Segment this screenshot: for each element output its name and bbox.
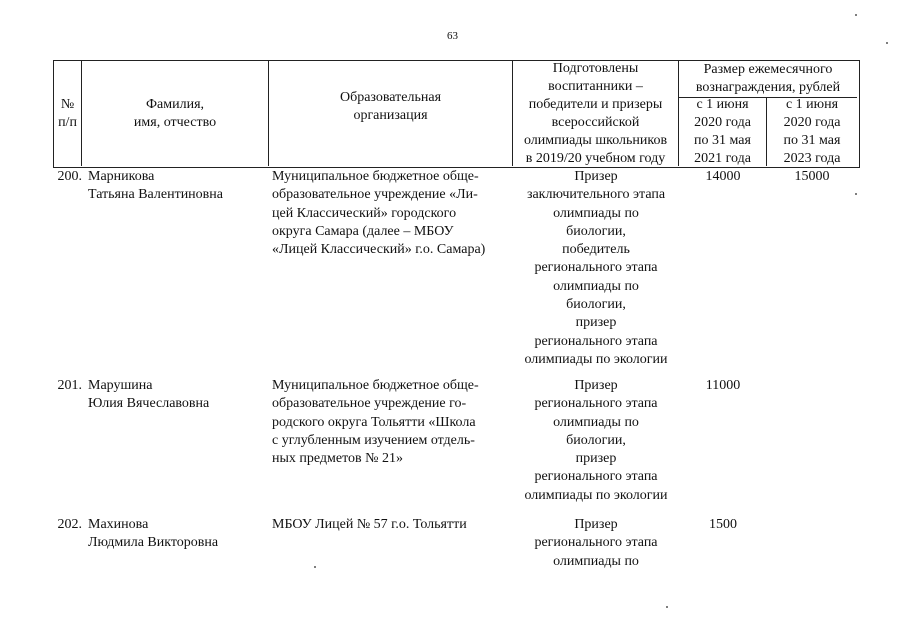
row-name: Махинова Людмила Викторовна [88, 517, 219, 551]
row-org: МБОУ Лицей № 57 г.о. Тольятти [272, 517, 467, 532]
row-num: 201. [57, 378, 82, 393]
scan-speck [886, 42, 888, 44]
header-period2-label: с 1 июня 2020 года по 31 мая 2023 года [783, 96, 841, 166]
scan-speck [855, 193, 857, 195]
row-org: Муниципальное бюджетное обще- образовательное учреждение го- родского округа Тольятти «Школа с углубленным изучением отдель- ных предметов № 21» [272, 378, 479, 467]
header-achievement [513, 61, 679, 166]
header-num [54, 61, 82, 166]
row-name: Марникова Татьяна Валентиновна [88, 169, 223, 203]
header-org [269, 61, 513, 166]
row-achievement: Призер регионального этапа олимпиады по [534, 517, 658, 569]
scan-speck [855, 14, 857, 16]
header-org-label: Образовательная организация [339, 90, 442, 123]
header-achievement-label: Подготовлены воспитанники – победители и призеры всероссийской олимпиады школьников в 2019/20 учебном году [523, 60, 668, 166]
header-name-label: Фамилия, имя, отчество [133, 96, 217, 130]
row-amount1: 1500 [709, 517, 737, 532]
row-num: 202. [57, 517, 82, 532]
header-period1 [679, 97, 767, 166]
row-amount1: 11000 [705, 378, 741, 393]
row-name: Марушина Юлия Вячеславовна [88, 378, 210, 412]
row-num: 200. [57, 169, 82, 184]
row-achievement: Призер регионального этапа олимпиады по биологии, призер регионального этапа олимпиады по экологии [524, 378, 668, 503]
header-award [679, 61, 857, 97]
scan-speck [666, 606, 668, 608]
page-number: 63 [447, 30, 458, 42]
row-org: Муниципальное бюджетное обще- образовательное учреждение «Ли- цей Классический» городского округа Самара (далее – МБОУ «Лицей Классический» г.о. Самара) [272, 169, 486, 258]
header-award-label: Размер ежемесячного вознаграждения, рублей [695, 62, 841, 95]
header-period1-label: с 1 июня 2020 года по 31 мая 2021 года [694, 96, 751, 166]
header-period2 [767, 97, 857, 166]
row-achievement: Призер заключительного этапа олимпиады по биологии, победитель регионального этапа олимпиады по биологии, призер регионального этапа олимпиады по экологии [524, 169, 668, 367]
scan-speck [314, 566, 316, 568]
row-amount1: 14000 [705, 169, 741, 184]
header-name [82, 61, 269, 166]
row-amount2: 15000 [794, 169, 830, 184]
header-num-label: № п/п [58, 96, 77, 130]
